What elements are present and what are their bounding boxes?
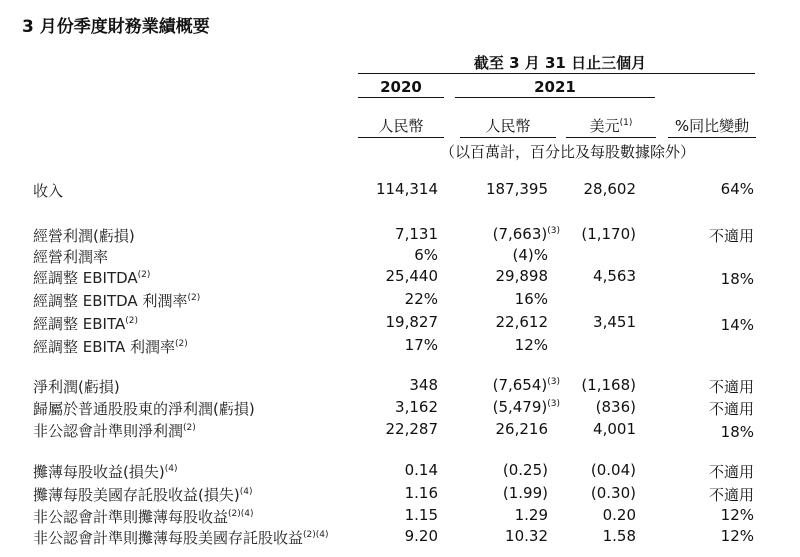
value-2021-text: (7,654) <box>492 376 548 394</box>
table-row <box>0 180 800 201</box>
value-2021: 16% <box>514 290 548 308</box>
row-label: 歸屬於普通股股東的淨利潤(虧損) <box>33 400 255 418</box>
row-label: 收入 <box>33 182 64 200</box>
value-2021: 26,216 <box>495 420 548 438</box>
row-label: 非公認會計準則淨利潤 <box>33 422 184 440</box>
value-2020: 1.15 <box>404 506 438 524</box>
row-label-wrap <box>33 267 150 288</box>
table-row <box>0 313 800 334</box>
value-yoy: 不適用 <box>708 378 754 396</box>
value-2021-text: (7,663) <box>492 225 548 243</box>
value-2020: 22,287 <box>385 420 438 438</box>
value-2021 <box>493 376 560 394</box>
value-2021: (4)% <box>512 246 548 264</box>
value-2020: 6% <box>414 246 438 264</box>
year-2021-rule <box>455 97 655 98</box>
row-label-note: (2) <box>175 339 188 349</box>
col-rmb-2021-header: 人民幣 <box>485 117 531 135</box>
row-label: 經調整 EBITDA <box>33 269 138 287</box>
table-row <box>0 336 800 357</box>
col-rmb-2020-rule <box>358 137 444 138</box>
row-label: 經營利潤(虧損) <box>33 227 135 245</box>
value-2020: 3,162 <box>395 398 438 416</box>
table-row <box>0 484 800 505</box>
value-2021-note: (3) <box>547 226 560 236</box>
value-usd: 0.20 <box>602 506 636 524</box>
row-label-note: (2) <box>187 293 201 303</box>
value-usd: (0.04) <box>590 461 636 479</box>
unit-note: （以百萬計，百分比及每股數據除外） <box>440 143 696 161</box>
row-label-note: (2) <box>125 316 138 326</box>
value-2021: (1.99) <box>502 484 548 502</box>
value-usd: 3,451 <box>593 313 636 331</box>
value-2020: 9.20 <box>404 527 438 545</box>
value-2021-note: (3) <box>547 399 560 409</box>
row-label-wrap <box>33 461 177 482</box>
value-yoy: 不適用 <box>708 486 754 504</box>
value-yoy: 14% <box>720 316 754 334</box>
value-2021 <box>493 398 560 416</box>
row-label: 非公認會計準則攤薄每股美國存託股收益 <box>33 529 304 547</box>
value-2020: 17% <box>404 336 438 354</box>
value-yoy: 18% <box>720 423 754 441</box>
row-label-wrap <box>33 313 138 334</box>
col-rmb-2020-header: 人民幣 <box>378 117 424 135</box>
value-2021: 187,395 <box>485 180 548 198</box>
row-label-note: (4) <box>164 464 178 474</box>
table-row <box>0 290 800 311</box>
value-usd: 1.58 <box>602 527 636 545</box>
value-usd: 28,602 <box>583 180 636 198</box>
value-2021: 10.32 <box>505 527 548 545</box>
table-row <box>0 398 800 419</box>
col-rmb-2021-rule <box>460 137 556 138</box>
value-2021 <box>493 225 560 243</box>
value-2020: 7,131 <box>395 225 438 243</box>
row-label-wrap <box>33 420 196 441</box>
value-2021: 29,898 <box>495 267 548 285</box>
value-yoy: 12% <box>720 527 754 545</box>
period-rule <box>358 73 755 74</box>
row-label: 經營利潤率 <box>33 248 109 266</box>
year-2020-rule <box>358 97 444 98</box>
period-header: 截至 3 月 31 日止三個月 <box>473 54 647 72</box>
row-label: 攤薄每股收益(損失) <box>33 463 165 481</box>
value-yoy: 不適用 <box>708 400 754 418</box>
row-label-wrap <box>33 484 252 505</box>
page-title: 3 月份季度財務業績概要 <box>22 17 210 37</box>
table-row <box>0 420 800 441</box>
row-label: 淨利潤(虧損) <box>33 378 120 396</box>
value-2021: 22,612 <box>495 313 548 331</box>
value-2021: 12% <box>514 336 548 354</box>
value-yoy: 不適用 <box>708 463 754 481</box>
value-yoy: 不適用 <box>708 227 754 245</box>
table-row <box>0 246 800 267</box>
row-label-note: (2)(4) <box>228 509 254 519</box>
row-label: 經調整 EBITA 利潤率 <box>33 338 175 356</box>
value-usd: (0.30) <box>590 484 636 502</box>
row-label-wrap <box>33 527 329 548</box>
value-2021: 1.29 <box>514 506 548 524</box>
table-row <box>0 225 800 246</box>
year-2020-header: 2020 <box>380 78 422 96</box>
value-2020: 114,314 <box>375 180 438 198</box>
col-usd-rule <box>566 137 656 138</box>
table-row <box>0 506 800 527</box>
row-label-note: (4) <box>239 487 253 497</box>
value-2021-note: (3) <box>547 377 560 387</box>
row-label: 攤薄每股美國存託股收益(損失) <box>33 486 240 504</box>
value-usd: (1,168) <box>581 376 636 394</box>
table-row <box>0 527 800 548</box>
row-label-note: (2)(4) <box>303 530 329 540</box>
value-2021-text: (5,479) <box>492 398 548 416</box>
col-yoy-header: %同比變動 <box>674 117 750 135</box>
value-2020: 19,827 <box>385 313 438 331</box>
year-2021-header: 2021 <box>534 78 576 96</box>
row-label-wrap <box>33 506 254 527</box>
col-usd-label: 美元 <box>589 117 620 135</box>
value-usd: (1,170) <box>581 225 636 243</box>
row-label-note: (2) <box>137 270 151 280</box>
row-label: 經調整 EBITA <box>33 315 126 333</box>
row-label-note: (2) <box>183 423 196 433</box>
col-yoy-rule <box>668 137 756 138</box>
value-2020: 25,440 <box>385 267 438 285</box>
col-usd-note: (1) <box>619 118 633 128</box>
row-label: 非公認會計準則攤薄每股收益 <box>33 508 229 526</box>
value-2020: 348 <box>409 376 438 394</box>
row-label-wrap <box>33 336 188 357</box>
table-row <box>0 267 800 288</box>
row-label-wrap <box>33 290 200 311</box>
value-2020: 1.16 <box>404 484 438 502</box>
value-usd: (836) <box>595 398 636 416</box>
value-2020: 0.14 <box>404 461 438 479</box>
value-yoy: 64% <box>720 180 754 198</box>
table-row <box>0 461 800 482</box>
table-row <box>0 376 800 397</box>
value-usd: 4,001 <box>593 420 636 438</box>
value-2020: 22% <box>404 290 438 308</box>
value-2021: (0.25) <box>502 461 548 479</box>
value-yoy: 18% <box>720 270 754 288</box>
row-label: 經調整 EBITDA 利潤率 <box>33 292 188 310</box>
value-yoy: 12% <box>720 506 754 524</box>
col-usd-header <box>566 115 656 136</box>
value-usd: 4,563 <box>593 267 636 285</box>
